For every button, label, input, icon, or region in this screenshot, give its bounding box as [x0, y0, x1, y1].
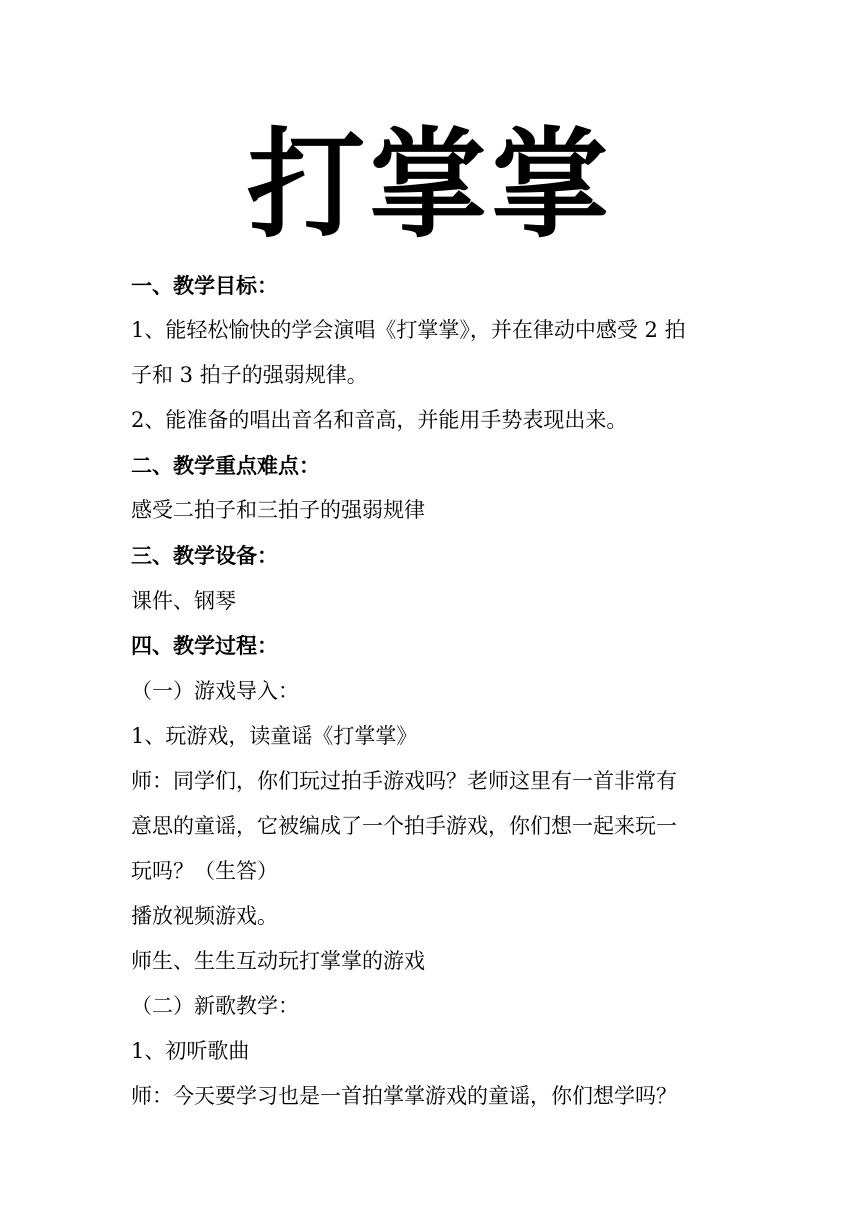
document-title: 打掌掌	[246, 115, 613, 254]
paragraph-line: 播放视频游戏。	[131, 904, 278, 928]
subsection-heading: （一）游戏导入：	[131, 679, 299, 703]
paragraph-line: 课件、钢琴	[131, 589, 236, 613]
section-heading-objectives: 一、教学目标：	[131, 273, 278, 298]
paragraph-line: 子和 3 拍子的强弱规律。	[131, 363, 368, 387]
paragraph-line: 师：同学们，你们玩过拍手游戏吗？老师这里有一首非常有	[131, 769, 677, 793]
paragraph-line: 1、能轻松愉快的学会演唱《打掌掌》，并在律动中感受 2 拍	[131, 318, 686, 342]
section-heading-process: 四、教学过程：	[131, 633, 278, 658]
section-heading-equipment: 三、教学设备：	[131, 543, 278, 568]
paragraph-line: 1、初听歌曲	[131, 1039, 250, 1063]
subsection-heading: （二）新歌教学：	[131, 994, 299, 1018]
section-heading-key-points: 二、教学重点难点：	[131, 453, 320, 478]
paragraph-line: 玩吗？（生答）	[131, 859, 278, 883]
paragraph-line: 师生、生生互动玩打掌掌的游戏	[131, 949, 425, 973]
paragraph-line: 1、玩游戏，读童谣《打掌掌》	[131, 724, 418, 748]
paragraph-line: 意思的童谣，它被编成了一个拍手游戏，你们想一起来玩一	[131, 814, 677, 838]
paragraph-line: 感受二拍子和三拍子的强弱规律	[131, 498, 425, 522]
paragraph-line: 师：今天要学习也是一首拍掌掌游戏的童谣，你们想学吗？	[131, 1084, 677, 1108]
paragraph-line: 2、能准备的唱出音名和音高，并能用手势表现出来。	[131, 408, 628, 432]
